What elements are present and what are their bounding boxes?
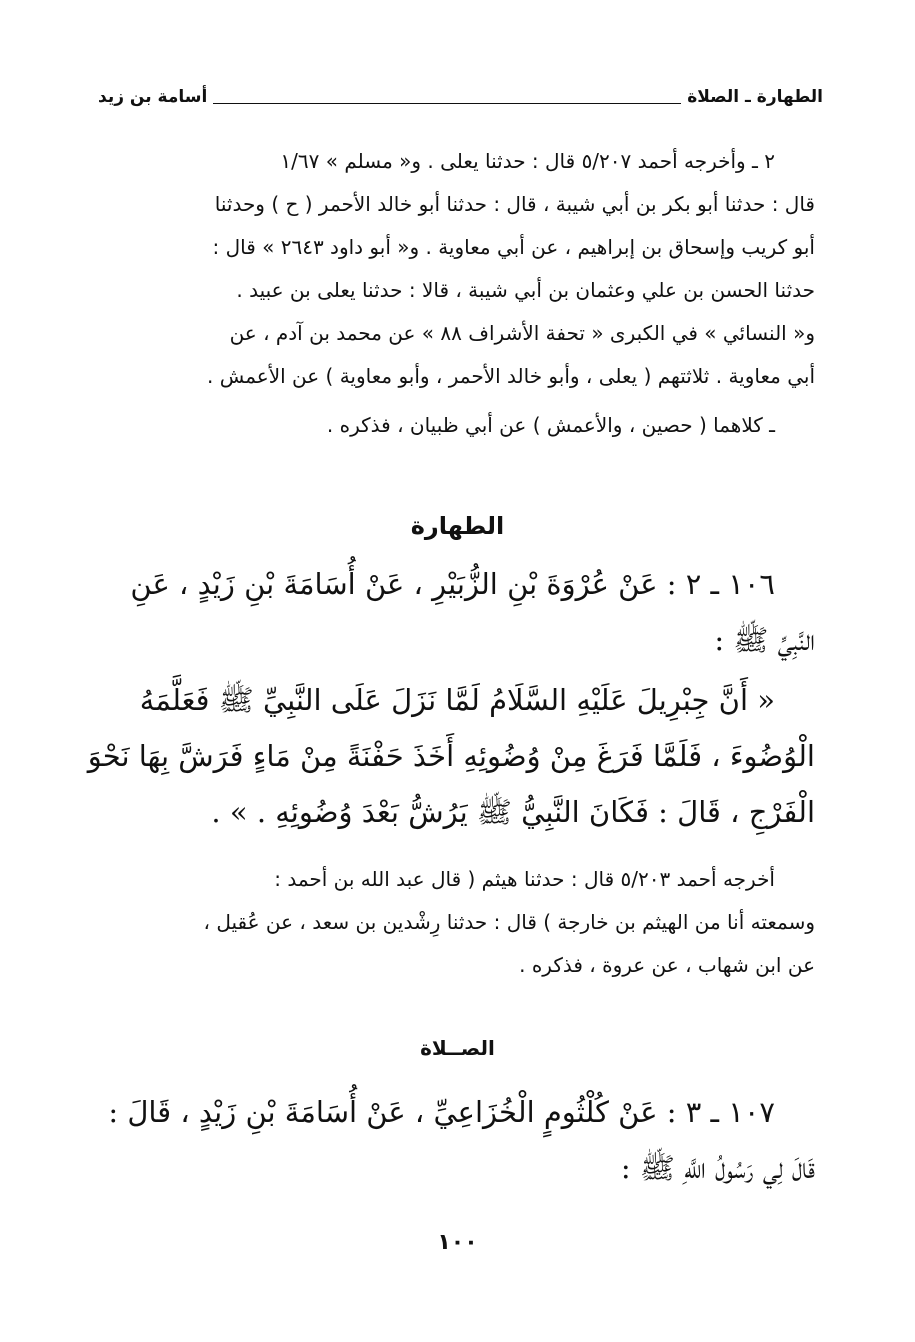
takhrij-line: عن ابن شهاب ، عن عروة ، فذكره . [519,953,815,977]
section-heading-tahara: الطهارة [410,512,505,540]
takhrij-block-106 [100,858,815,987]
footnote-line: ـ كلاهما ( حصين ، والأعمش ) عن أبي ظبيان ، فذكره . [326,413,775,437]
footnote-line: حدثنا الحسن بن علي وعثمان بن أبي شيبة ، قالا : حدثنا يعلى بن عبيد . [236,278,815,302]
isnad-line: قَالَ لِي رَسُولُ اللَّهِ ﷺ : [620,1151,815,1185]
matn-line: الْوُضُوءَ ، فَلَمَّا فَرَغَ مِنْ وُضُوئِهِ أَخَذَ حَفْنَةً مِنْ مَاءٍ فَرَشَّ بِهَا نَحْوَ [87,739,815,773]
header-rule [213,91,681,104]
hadith-isnad-106 [100,556,815,668]
footnote-line: و« النسائي » في الكبرى « تحفة الأشراف ٨٨ » عن محمد بن آدم ، عن [229,321,815,345]
footnote-line: أبي معاوية . ثلاثتهم ( يعلى ، وأبو خالد الأحمر ، وأبو معاوية ) عن الأعمش . [207,364,815,388]
isnad-line: ١٠٧ ـ ٣ : عَنْ كُلْثُومٍ الْخُزَاعِيِّ ، عَنْ أُسَامَةَ بْنِ زَيْدٍ ، قَالَ : [108,1095,775,1129]
isnad-line: ١٠٦ ـ ٢ : عَنْ عُرْوَةَ بْنِ الزُّبَيْرِ ، عَنْ أُسَامَةَ بْنِ زَيْدٍ ، عَنِ [130,567,775,601]
page-number: ١٠٠ [437,1230,478,1255]
hadith-matn-106 [87,672,815,840]
running-header [98,82,823,112]
header-author-name: أسامة بن زيد [98,87,208,107]
isnad-line: النَّبِيِّ ﷺ : [714,623,815,657]
footnote-block [100,140,815,447]
footnote-line: أبو كريب وإسحاق بن إبراهيم ، عن أبي معاوية . و« أبو داود ٢٦٤٣ » قال : [212,235,815,259]
matn-line: الْفَرْجِ ، قَالَ : فَكَانَ النَّبِيُّ ﷺ يَرُشُّ بَعْدَ وُضُوئِهِ . » . [211,795,815,829]
footnote-line: قال : حدثنا أبو بكر بن أبي شيبة ، قال : حدثنا أبو خالد الأحمر ( ح ) وحدثنا [214,192,815,216]
section-heading-salah: الصــلاة [420,1036,495,1060]
matn-line: « أَنَّ جِبْرِيلَ عَلَيْهِ السَّلَامُ لَمَّا نَزَلَ عَلَى النَّبِيِّ ﷺ فَعَلَّمَهُ [139,683,775,717]
takhrij-line: أخرجه أحمد ٥/٢٠٣ قال : حدثنا هيثم ( قال عبد الله بن أحمد : [274,867,775,891]
header-chapter-title: الطهارة ـ الصلاة [687,87,823,107]
hadith-isnad-107 [100,1084,815,1196]
footnote-line: ٢ ـ وأخرجه أحمد ٥/٢٠٧ قال : حدثنا يعلى . و« مسلم » ١/٦٧ [280,149,775,173]
takhrij-line: وسمعته أنا من الهيثم بن خارجة ) قال : حدثنا رِشْدين بن سعد ، عن عُقيل ، [203,910,815,934]
